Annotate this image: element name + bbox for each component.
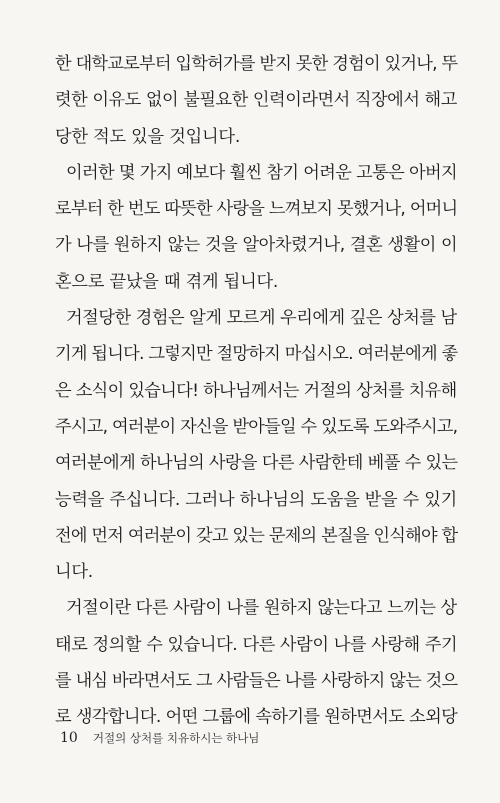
text-line: 당한 적도 있을 것입니다. bbox=[55, 126, 241, 147]
running-title: 거절의 상처를 치유하시는 하나님 bbox=[92, 731, 260, 745]
text-line: 주시고, 여러분이 자신을 받아들일 수 있도록 도와주시고, bbox=[55, 416, 458, 437]
text-line: 로 생각합니다. 어떤 그룹에 속하기를 원하면서도 소외당 bbox=[55, 707, 458, 728]
body-text bbox=[55, 46, 457, 736]
text-line: 태로 정의할 수 있습니다. 다른 사람이 나를 사랑해 주기 bbox=[55, 634, 458, 655]
text-line: 니다. bbox=[55, 562, 94, 583]
page-number: 10 bbox=[60, 730, 78, 746]
text-line: 한 대학교로부터 입학허가를 받지 못한 경험이 있거나, 뚜 bbox=[55, 54, 458, 74]
text-line: 여러분에게 하나님의 사랑을 다른 사람한테 베풀 수 있는 bbox=[55, 453, 458, 474]
text-line: 로부터 한 번도 따뜻한 사랑을 느껴보지 못했거나, 어머니 bbox=[55, 199, 458, 220]
text-line: 거절이란 다른 사람이 나를 원하지 않는다고 느끼는 상 bbox=[66, 598, 457, 619]
text-line: 능력을 주십니다. 그러나 하나님의 도움을 받을 수 있기 bbox=[55, 489, 457, 510]
text-line: 를 내심 바라면서도 그 사람들은 나를 사랑하지 않는 것으 bbox=[55, 671, 458, 692]
text-line: 렷한 이유도 없이 불필요한 인력이라면서 직장에서 해고 bbox=[55, 90, 457, 111]
page-footer bbox=[60, 727, 259, 747]
text-line: 이러한 몇 가지 예보다 훨씬 참기 어려운 고통은 아버지 bbox=[66, 162, 457, 183]
text-line: 은 소식이 있습니다! 하나님께서는 거절의 상처를 치유해 bbox=[55, 380, 457, 401]
text-line: 가 나를 원하지 않는 것을 알아차렸거나, 결혼 생활이 이 bbox=[55, 235, 458, 256]
text-line: 혼으로 끝났을 때 겪게 됩니다. bbox=[55, 271, 279, 292]
text-line: 기게 됩니다. 그렇지만 절망하지 마십시오. 여러분에게 좋 bbox=[55, 344, 458, 365]
text-line: 전에 먼저 여러분이 갖고 있는 문제의 본질을 인식해야 합 bbox=[55, 525, 458, 546]
text-line: 거절당한 경험은 알게 모르게 우리에게 깊은 상처를 남 bbox=[66, 308, 457, 329]
